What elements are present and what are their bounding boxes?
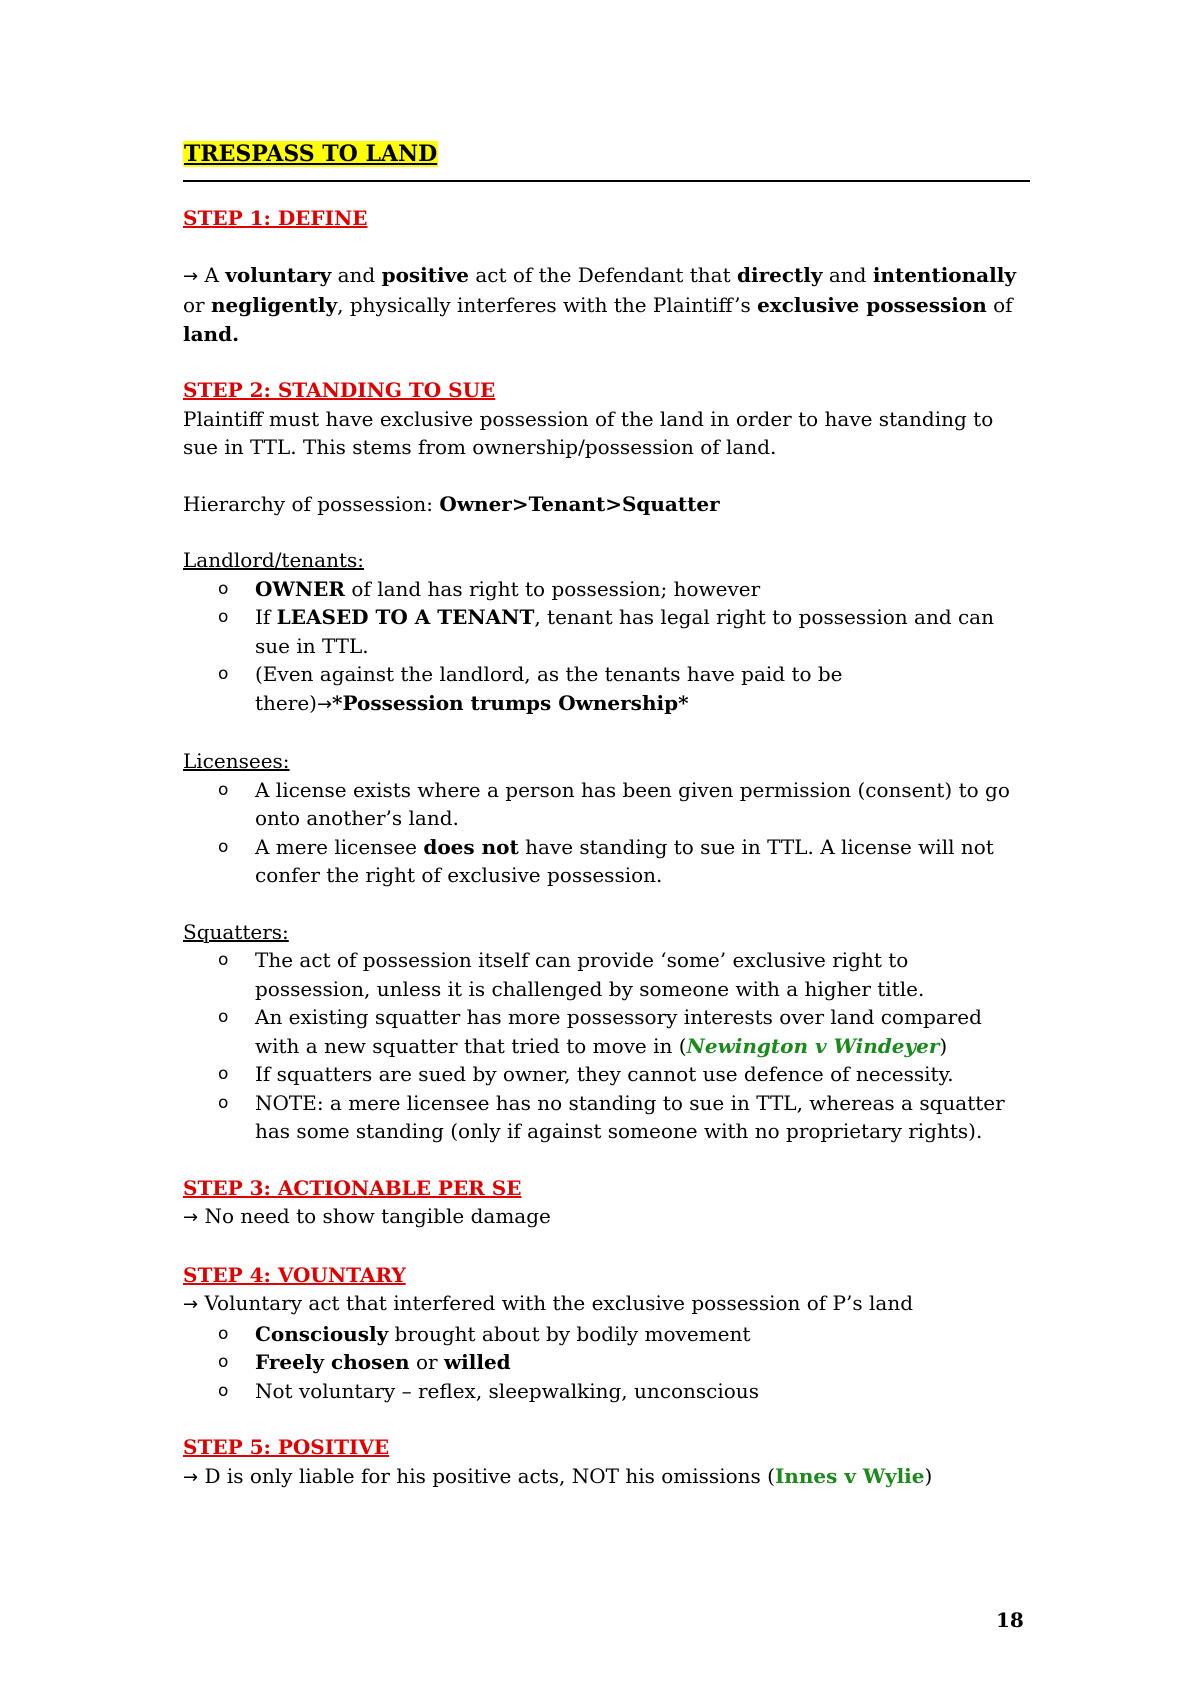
list-item: o OWNER of land has right to possession; however <box>183 575 1030 604</box>
page-number: 18 <box>996 1608 1024 1632</box>
bullet-icon: o <box>218 836 229 857</box>
case-citation: Newington v Windeyer <box>686 1033 940 1058</box>
document-body <box>183 140 1030 1492</box>
arrow-icon: → <box>183 1466 199 1488</box>
bullet-icon: o <box>218 779 229 800</box>
hierarchy-line: Hierarchy of possession: Owner>Tenant>Squatter <box>183 491 720 516</box>
bullet-icon: o <box>218 1007 229 1027</box>
case-citation: Innes v Wylie <box>774 1463 925 1488</box>
step5-heading: STEP 5: POSITIVE <box>183 1435 390 1459</box>
squatters-list <box>183 946 1030 1146</box>
squatters-subheading: Squatters: <box>183 919 289 944</box>
bullet-icon: o <box>218 1064 229 1084</box>
list-item: o (Even against the landlord, as the tenants have paid to be there)→*Possession trumps Ownership* <box>218 662 843 715</box>
licensees-list <box>183 776 1030 890</box>
step3-text: → No need to show tangible damage <box>183 1204 551 1228</box>
list-item: o Not voluntary – reflex, sleepwalking, unconscious <box>183 1377 1030 1406</box>
step2-intro: Plaintiff must have exclusive possession of the land in order to have standing to sue in TTL. This stems from ownership/possession of land. <box>183 406 994 459</box>
step2-heading: STEP 2: STANDING TO SUE <box>183 378 496 402</box>
landlord-subheading: Landlord/tenants: <box>183 548 365 572</box>
bullet-icon: o <box>218 578 229 599</box>
list-item: o Consciously brought about by bodily movement <box>183 1320 1030 1349</box>
bullet-icon: o <box>218 1352 229 1372</box>
bullet-icon: o <box>218 950 229 970</box>
list-item: o The act of possession itself can provide ‘some’ exclusive right to possession, unless it is challenged by someone with a higher title. <box>218 948 925 1001</box>
arrow-icon: → <box>183 265 199 287</box>
landlord-list <box>183 575 1030 720</box>
list-item: o If LEASED TO A TENANT, tenant has legal right to possession and can sue in TTL. <box>218 605 994 658</box>
list-item: o An existing squatter has more possessory interests over land compared with a new squatter that tried to move in (Newington v Windeyer) <box>218 1005 982 1058</box>
step4-heading: STEP 4: VOUNTARY <box>183 1262 406 1287</box>
list-item: o A mere licensee does not have standing to sue in TTL. A license will not confer the right of exclusive possession. <box>218 834 994 887</box>
step4-list <box>183 1320 1030 1406</box>
bullet-icon: o <box>218 1092 229 1113</box>
bullet-icon: o <box>218 607 229 627</box>
licensees-subheading: Licensees: <box>183 749 290 773</box>
step5-text: → D is only liable for his positive acts, NOT his omissions (Innes v Wylie) <box>183 1463 933 1488</box>
list-item: o Freely chosen or willed <box>183 1348 1030 1377</box>
list-item: o NOTE: a mere licensee has no standing to sue in TTL, whereas a squatter has some standing (only if against someone with no proprietary rights). <box>218 1090 1005 1143</box>
step4-text: → Voluntary act that interfered with the exclusive possession of P’s land <box>183 1291 913 1315</box>
arrow-icon: → <box>183 1207 199 1228</box>
bullet-icon: o <box>218 1380 229 1401</box>
list-item: o If squatters are sued by owner, they cannot use defence of necessity. <box>183 1060 1030 1089</box>
title-rule <box>183 140 1030 182</box>
arrow-icon: → <box>183 1294 199 1315</box>
step1-heading: STEP 1: DEFINE <box>183 206 368 230</box>
step3-heading: STEP 3: ACTIONABLE PER SE <box>183 1175 522 1200</box>
list-item: o A license exists where a person has been given permission (consent) to go onto another’s land. <box>218 777 1010 830</box>
bullet-icon: o <box>218 664 229 684</box>
arrow-icon: → <box>316 693 333 715</box>
page-title: TRESPASS TO LAND <box>184 141 438 167</box>
bullet-icon: o <box>218 1323 229 1344</box>
step1-definition: → A voluntary and positive act of the Defendant that directly and intentionally or negligently, physically interferes with the Plaintiff’s exclusive possession of land. <box>183 262 1016 346</box>
